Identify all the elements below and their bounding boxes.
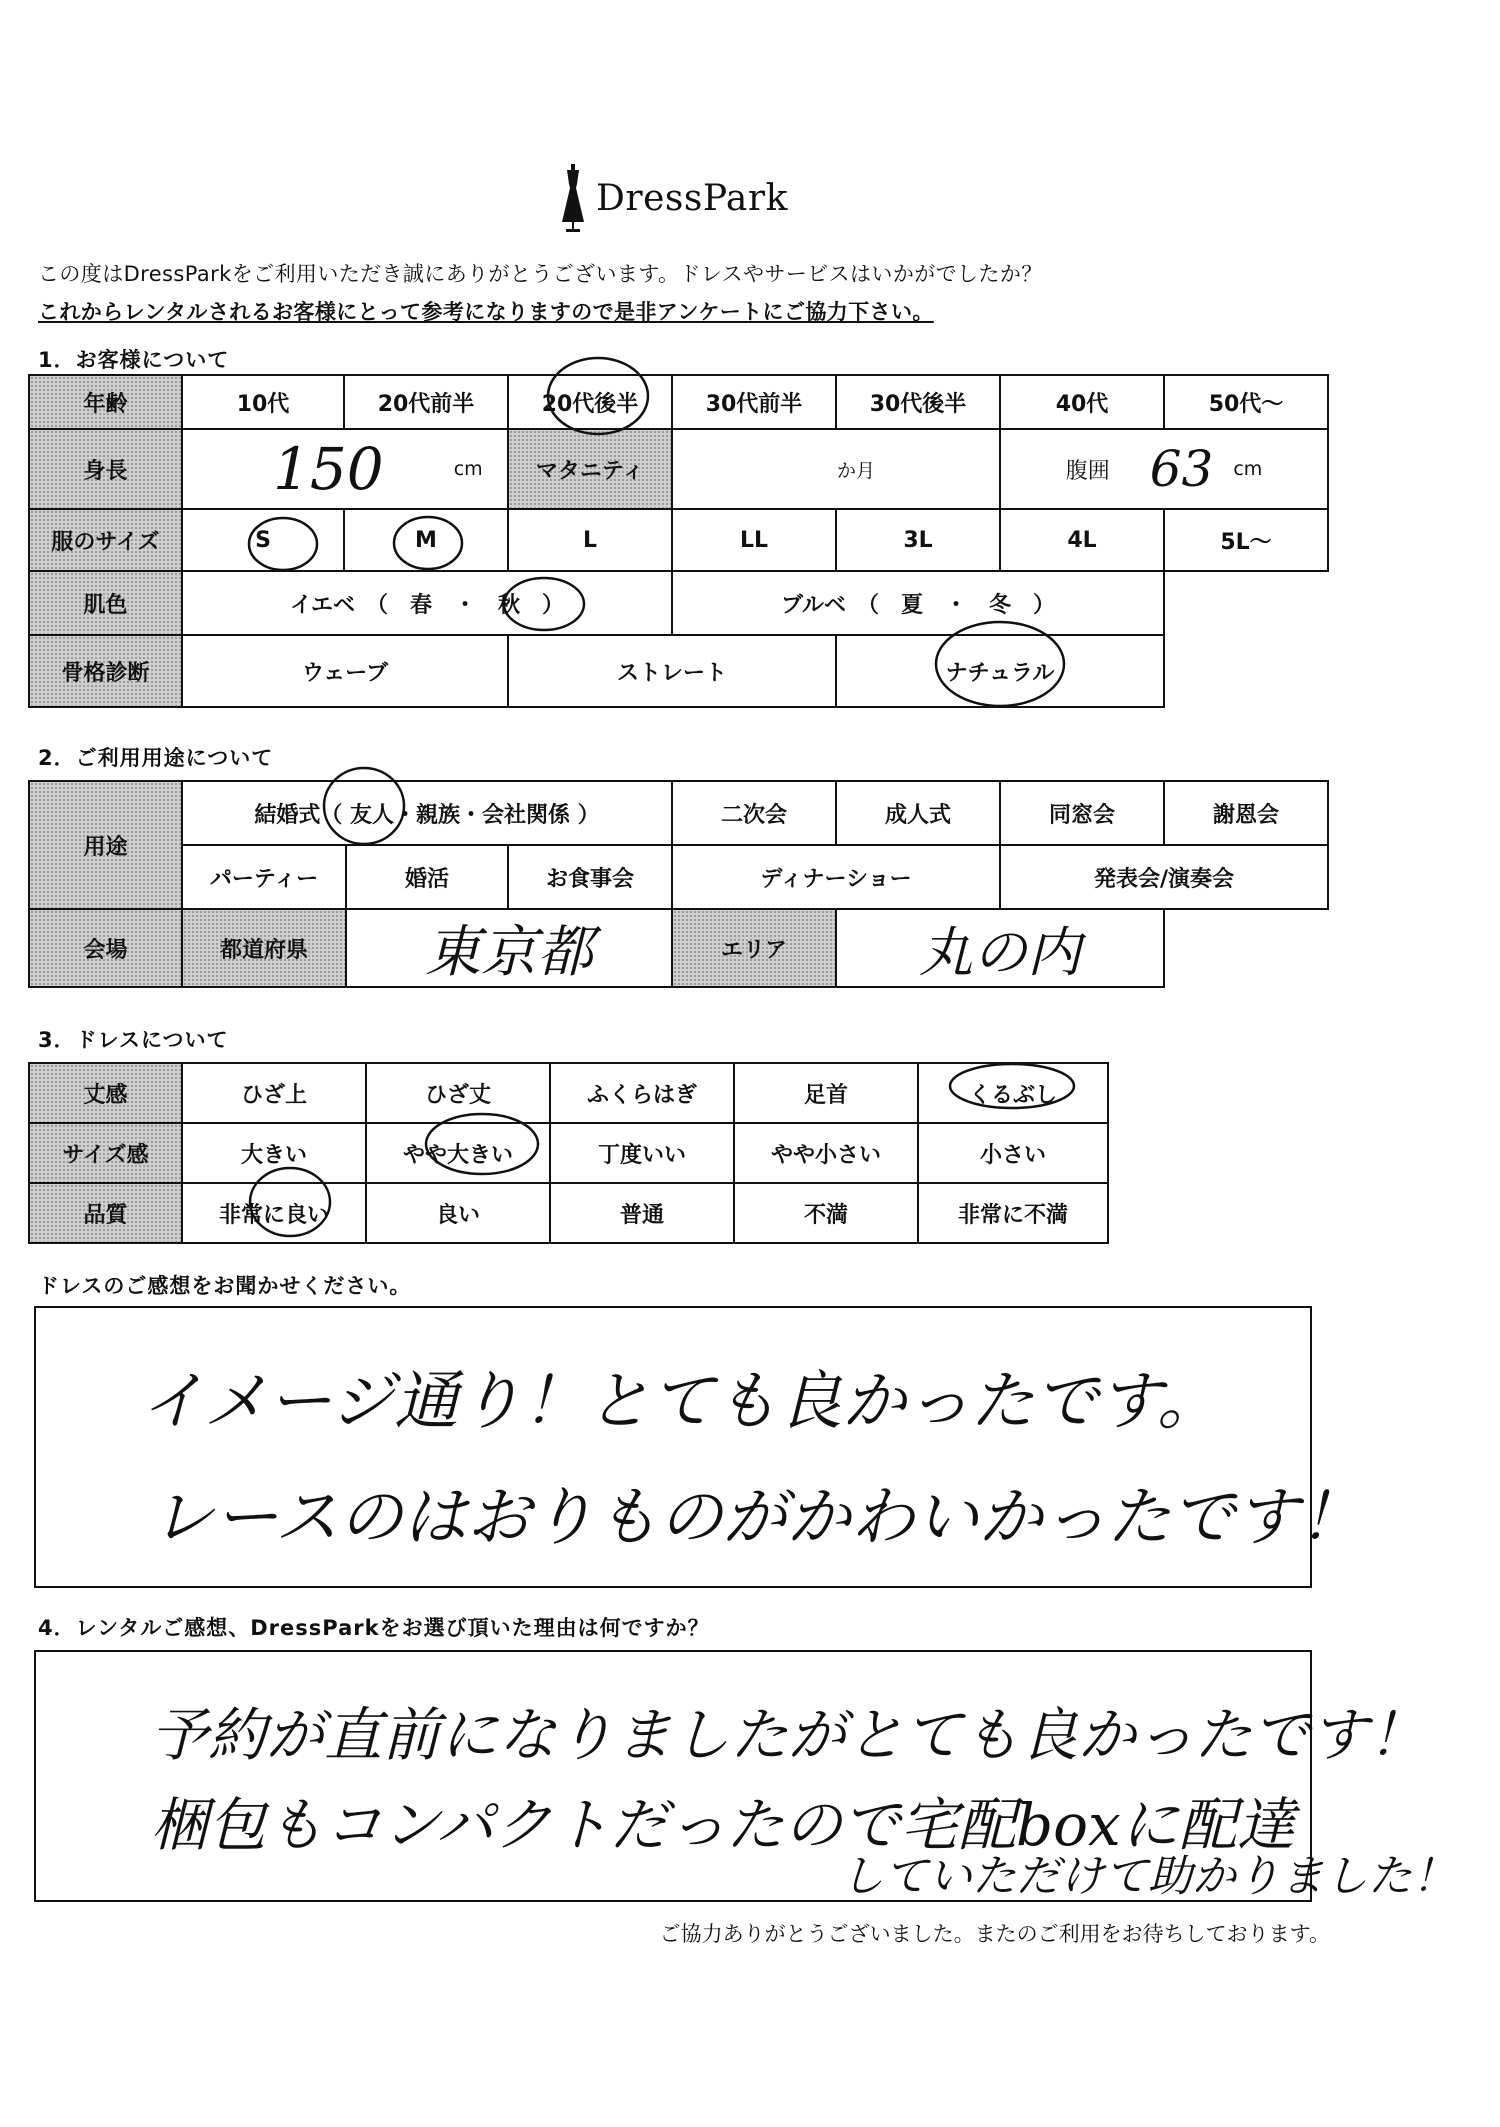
height-label: 身長 — [28, 428, 183, 510]
age-option-early-20s[interactable]: 20代前半 — [343, 374, 509, 430]
purpose-option-recital[interactable]: 発表会/演奏会 — [999, 844, 1329, 910]
waist-value: 63 — [1149, 440, 1214, 498]
fit-option-slightly-large[interactable]: やや大きい — [365, 1122, 551, 1184]
purpose-option-afterparty[interactable]: 二次会 — [671, 780, 837, 846]
waist-label: 腹囲 — [1065, 458, 1110, 484]
age-option-40s[interactable]: 40代 — [999, 374, 1165, 430]
closing-message: ご協力ありがとうございました。またのご利用をお待ちしております。 — [659, 1922, 1330, 1946]
impressions-line-1: イメージ通り！とても良かったです。 — [140, 1365, 1221, 1439]
length-option-ankle[interactable]: 足首 — [733, 1062, 919, 1124]
frame-option-straight[interactable]: ストレート — [507, 634, 837, 708]
area-label: エリア — [671, 908, 837, 988]
purpose-option-wedding[interactable]: 結婚式（ 友人・親族・会社関係 ） — [181, 780, 673, 846]
fit-option-small[interactable]: 小さい — [917, 1122, 1109, 1184]
purpose-label: 用途 — [28, 780, 183, 910]
fit-option-large[interactable]: 大きい — [181, 1122, 367, 1184]
purpose-option-thank-you-party[interactable]: 謝恩会 — [1163, 780, 1329, 846]
purpose-option-dinner-show[interactable]: ディナーショー — [671, 844, 1001, 910]
size-option-5l[interactable]: 5L～ — [1163, 508, 1329, 572]
size-option-l[interactable]: L — [507, 508, 673, 572]
size-option-s[interactable]: S — [181, 508, 345, 572]
frame-option-wave[interactable]: ウェーブ — [181, 634, 509, 708]
purpose-option-reunion[interactable]: 同窓会 — [999, 780, 1165, 846]
section-1-title: 1．お客様について — [38, 348, 230, 372]
frame-option-natural[interactable]: ナチュラル — [835, 634, 1165, 708]
age-option-late-30s[interactable]: 30代後半 — [835, 374, 1001, 430]
section-2-title: 2．ご利用用途について — [38, 746, 274, 770]
age-option-early-30s[interactable]: 30代前半 — [671, 374, 837, 430]
size-label: 服のサイズ — [28, 508, 183, 572]
waist-field[interactable] — [999, 428, 1329, 510]
length-option-malleolus[interactable]: くるぶし — [917, 1062, 1109, 1124]
waist-unit: cm — [1233, 458, 1263, 480]
quality-option-good[interactable]: 良い — [365, 1182, 551, 1244]
age-option-10s[interactable]: 10代 — [181, 374, 345, 430]
area-field[interactable] — [835, 908, 1165, 988]
fit-option-just-right[interactable]: 丁度いい — [549, 1122, 735, 1184]
prefecture-value: 東京都 — [425, 920, 593, 985]
area-value: 丸の内 — [919, 920, 1081, 984]
purpose-option-dinner[interactable]: お食事会 — [507, 844, 673, 910]
purpose-option-coming-of-age[interactable]: 成人式 — [835, 780, 1001, 846]
length-option-above-knee[interactable]: ひざ上 — [181, 1062, 367, 1124]
skin-blue-base-option[interactable]: ブルベ （ 夏 ・ 冬 ） — [671, 570, 1165, 636]
prefecture-label: 都道府県 — [181, 908, 347, 988]
logo-text: DressPark — [596, 177, 788, 219]
purpose-option-konkatsu[interactable]: 婚活 — [345, 844, 509, 910]
quality-option-average[interactable]: 普通 — [549, 1182, 735, 1244]
dress-mannequin-icon — [560, 164, 586, 232]
age-label: 年齢 — [28, 374, 183, 430]
section-4-title: 4．レンタルご感想、DressParkをお選び頂いた理由は何ですか？ — [38, 1616, 710, 1640]
section-3-title: 3．ドレスについて — [38, 1028, 229, 1052]
maternity-unit: か月 — [836, 459, 875, 482]
size-option-4l[interactable]: 4L — [999, 508, 1165, 572]
intro-line-2: これからレンタルされるお客様にとって参考になりますので是非アンケートにご協力下さい。 — [38, 300, 934, 324]
impressions-line-2: レースのはおりものがかわいかったです！ — [150, 1481, 1363, 1555]
length-option-knee[interactable]: ひざ丈 — [365, 1062, 551, 1124]
fit-label: サイズ感 — [28, 1122, 183, 1184]
skin-yellow-base-option[interactable]: イエベ （ 春 ・ 秋 ） — [181, 570, 673, 636]
age-option-late-20s[interactable]: 20代後半 — [507, 374, 673, 430]
size-option-3l[interactable]: 3L — [835, 508, 1001, 572]
frame-label: 骨格診断 — [28, 634, 183, 708]
venue-label: 会場 — [28, 908, 183, 988]
size-option-m[interactable]: M — [343, 508, 509, 572]
length-label: 丈感 — [28, 1062, 183, 1124]
age-option-50s[interactable]: 50代～ — [1163, 374, 1329, 430]
length-option-calf[interactable]: ふくらはぎ — [549, 1062, 735, 1124]
quality-option-very-dissatisfied[interactable]: 非常に不満 — [917, 1182, 1109, 1244]
quality-label: 品質 — [28, 1182, 183, 1244]
height-unit: cm — [453, 458, 483, 480]
intro-line-1: この度はDressParkをご利用いただき誠にありがとうございます。ドレスやサービスはいかがでしたか？ — [38, 262, 1043, 286]
impressions-title: ドレスのご感想をお聞かせください。 — [38, 1274, 412, 1298]
skin-label: 肌色 — [28, 570, 183, 636]
reasons-line-1: 予約が直前になりましたがとても良かったです！ — [150, 1701, 1427, 1769]
size-option-ll[interactable]: LL — [671, 508, 837, 572]
height-field[interactable] — [181, 428, 509, 510]
purpose-option-party[interactable]: パーティー — [181, 844, 347, 910]
reasons-line-2: 梱包もコンパクトだったので宅配boxに配達 — [150, 1791, 1295, 1859]
dresspark-logo — [560, 158, 800, 238]
maternity-field[interactable] — [671, 428, 1001, 510]
quality-option-dissatisfied[interactable]: 不満 — [733, 1182, 919, 1244]
maternity-label: マタニティ — [507, 428, 673, 510]
fit-option-slightly-small[interactable]: やや小さい — [733, 1122, 919, 1184]
quality-option-very-good[interactable]: 非常に良い — [181, 1182, 367, 1244]
prefecture-field[interactable] — [345, 908, 673, 988]
reasons-line-3: していただけて助かりました！ — [840, 1851, 1456, 1902]
height-value: 150 — [273, 435, 384, 503]
